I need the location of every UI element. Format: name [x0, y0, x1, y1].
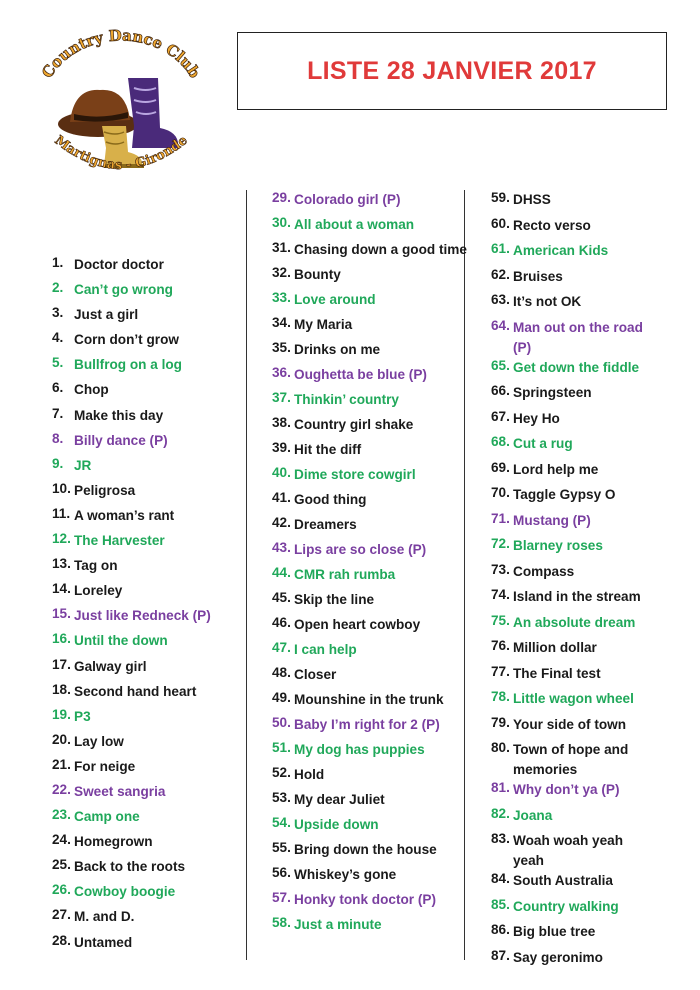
item-number: 4. — [52, 330, 64, 346]
item-title: Camp one — [74, 809, 140, 825]
item-number: 27. — [52, 907, 71, 923]
item-number: 23. — [52, 807, 71, 823]
item-number: 86. — [491, 922, 510, 937]
item-title: Taggle Gypsy O — [513, 487, 616, 502]
item-number: 74. — [491, 587, 510, 602]
list-item — [52, 907, 211, 932]
item-number: 19. — [52, 706, 71, 722]
item-number: 69. — [491, 459, 510, 475]
item-number: 41. — [272, 490, 291, 505]
list-item — [272, 915, 467, 940]
item-title: Galway girl — [74, 658, 147, 674]
item-number: 46. — [272, 615, 291, 630]
item-title: Doctor doctor — [74, 257, 164, 272]
item-number: 87. — [491, 947, 510, 963]
item-number: 82. — [491, 805, 510, 821]
list-item — [491, 562, 643, 588]
item-number: 5. — [52, 355, 64, 371]
item-number: 66. — [491, 383, 510, 398]
list-item — [491, 358, 643, 384]
list-item — [52, 556, 211, 581]
item-title: Until the down — [74, 633, 168, 649]
item-number: 6. — [52, 380, 64, 396]
item-title: South Australia — [513, 873, 613, 888]
item-title: Island in the stream — [513, 589, 641, 604]
item-number: 38. — [272, 415, 291, 430]
list-item — [272, 590, 467, 615]
item-title: Back to the roots — [74, 859, 186, 875]
list-item — [52, 757, 211, 782]
item-title: Upside down — [294, 817, 379, 832]
item-number: 50. — [272, 715, 291, 730]
item-title: Man out on the road (P) — [513, 319, 643, 355]
list-item — [272, 240, 467, 265]
item-number: 64. — [491, 317, 510, 333]
item-title: Billy dance (P) — [74, 432, 168, 448]
item-number: 28. — [52, 932, 71, 948]
list-item — [491, 383, 643, 409]
list-item — [491, 587, 643, 613]
item-number: 54. — [272, 815, 291, 830]
item-title: Mounshine in the trunk — [294, 692, 444, 707]
item-title: Little wagon wheel — [513, 691, 634, 706]
item-number: 29. — [272, 190, 291, 205]
item-number: 35. — [272, 340, 291, 355]
item-number: 73. — [491, 561, 510, 577]
list-item — [52, 631, 211, 656]
item-title: It’s not OK — [513, 294, 582, 309]
list-item — [272, 265, 467, 290]
item-number: 8. — [52, 430, 64, 446]
item-number: 47. — [272, 640, 291, 655]
dance-list-column-1 — [52, 255, 211, 958]
list-item — [52, 330, 211, 355]
list-item — [272, 665, 467, 690]
list-item — [491, 689, 643, 715]
item-number: 22. — [52, 781, 71, 797]
item-number: 63. — [491, 292, 510, 307]
item-title: Can’t go wrong — [74, 282, 173, 298]
item-title: Peligrosa — [74, 482, 136, 498]
list-item — [52, 380, 211, 405]
item-number: 51. — [272, 740, 291, 755]
list-item — [491, 318, 643, 358]
item-number: 84. — [491, 871, 510, 886]
list-item — [52, 682, 211, 707]
item-number: 65. — [491, 357, 510, 373]
item-number: 11. — [52, 505, 71, 521]
item-title: Big blue tree — [513, 924, 596, 939]
item-number: 18. — [52, 681, 71, 697]
item-title: Open heart cowboy — [294, 617, 421, 632]
item-title: My Maria — [294, 317, 353, 332]
list-item — [52, 857, 211, 882]
item-title: Bounty — [294, 267, 341, 282]
page-title: LISTE 28 JANVIER 2017 — [307, 56, 597, 85]
item-title: Springsteen — [513, 385, 592, 400]
item-title: Mustang (P) — [513, 512, 591, 528]
list-item — [491, 267, 643, 293]
list-item — [491, 780, 643, 806]
list-item — [52, 255, 211, 280]
list-item — [491, 948, 643, 974]
item-title: Skip the line — [294, 592, 375, 607]
item-number: 30. — [272, 215, 291, 230]
list-item — [52, 481, 211, 506]
item-number: 53. — [272, 790, 291, 805]
item-number: 13. — [52, 556, 71, 572]
item-title: DHSS — [513, 192, 551, 207]
item-title: Make this day — [74, 407, 164, 423]
list-item — [491, 831, 643, 871]
item-title: M. and D. — [74, 909, 135, 925]
item-number: 2. — [52, 280, 64, 296]
item-title: Lord help me — [513, 461, 599, 477]
item-number: 1. — [52, 255, 64, 270]
list-item — [52, 506, 211, 531]
list-item — [272, 765, 467, 790]
list-item — [52, 280, 211, 305]
item-number: 70. — [491, 485, 510, 500]
list-item — [272, 515, 467, 540]
item-title: Loreley — [74, 583, 123, 599]
list-item — [491, 460, 643, 486]
list-item — [272, 715, 467, 740]
item-title: Joana — [513, 807, 553, 823]
item-number: 42. — [272, 515, 291, 530]
list-item — [52, 606, 211, 631]
item-number: 10. — [52, 480, 71, 496]
item-number: 80. — [491, 740, 510, 755]
list-item — [272, 440, 467, 465]
dance-list-column-2 — [272, 190, 467, 940]
item-number: 7. — [52, 405, 64, 421]
item-title: Your side of town — [513, 716, 627, 732]
item-number: 33. — [272, 290, 291, 305]
item-number: 85. — [491, 896, 510, 912]
item-number: 79. — [491, 714, 510, 730]
item-title: Hit the diff — [294, 442, 362, 457]
item-title: Blarney roses — [513, 538, 603, 553]
list-item — [491, 241, 643, 267]
item-title: Million dollar — [513, 640, 597, 655]
item-number: 14. — [52, 581, 71, 597]
item-number: 21. — [52, 756, 71, 772]
list-item — [491, 897, 643, 923]
item-number: 15. — [52, 606, 71, 622]
item-number: 17. — [52, 656, 71, 672]
item-title: Whiskey’s gone — [294, 867, 397, 882]
item-title: Just a girl — [74, 307, 139, 323]
list-item — [272, 565, 467, 590]
item-title: Hey Ho — [513, 410, 560, 426]
list-item — [491, 715, 643, 741]
title-box — [237, 32, 667, 110]
item-title: Drinks on me — [294, 342, 381, 357]
item-title: Bring down the house — [294, 842, 437, 857]
item-number: 67. — [491, 408, 510, 424]
item-title: Lay low — [74, 733, 124, 749]
item-title: My dog has puppies — [294, 742, 425, 757]
list-item — [491, 613, 643, 639]
dance-list-column-3 — [491, 190, 643, 973]
item-title: Country walking — [513, 898, 619, 914]
item-title: All about a woman — [294, 217, 415, 232]
item-number: 68. — [491, 434, 510, 449]
list-item — [272, 315, 467, 340]
item-number: 40. — [272, 465, 291, 480]
item-number: 44. — [272, 565, 291, 580]
item-title: Tag on — [74, 558, 118, 574]
list-item — [491, 485, 643, 511]
item-number: 31. — [272, 240, 291, 255]
list-item — [52, 581, 211, 606]
list-item — [272, 215, 467, 240]
item-title: Say geronimo — [513, 949, 603, 965]
list-item — [491, 409, 643, 435]
item-title: Homegrown — [74, 834, 153, 850]
item-title: Corn don’t grow — [74, 332, 179, 348]
list-item — [272, 890, 467, 915]
list-item — [52, 782, 211, 807]
list-item — [491, 922, 643, 948]
item-number: 24. — [52, 832, 71, 848]
logo-text-top: Country Dance Club — [38, 28, 204, 82]
list-item — [272, 490, 467, 515]
item-title: An absolute dream — [513, 614, 636, 630]
item-title: Sweet sangria — [74, 783, 166, 799]
logo-graphic — [30, 28, 212, 188]
list-item — [52, 657, 211, 682]
item-number: 20. — [52, 731, 71, 747]
item-number: 9. — [52, 455, 64, 471]
item-title: Bruises — [513, 268, 563, 284]
item-title: Chop — [74, 382, 109, 398]
item-title: I can help — [294, 642, 357, 657]
item-number: 26. — [52, 882, 71, 898]
item-number: 55. — [272, 840, 291, 855]
item-number: 57. — [272, 890, 291, 905]
item-title: Town of hope and memories — [513, 742, 629, 777]
item-title: A woman’s rant — [74, 507, 175, 523]
item-number: 61. — [491, 241, 510, 256]
list-item — [52, 531, 211, 556]
item-number: 45. — [272, 590, 291, 605]
list-item — [272, 815, 467, 840]
item-number: 3. — [52, 305, 64, 321]
item-title: American Kids — [513, 243, 609, 258]
item-title: The Harvester — [74, 533, 165, 549]
item-number: 37. — [272, 390, 291, 405]
list-item — [491, 806, 643, 832]
list-item — [52, 832, 211, 857]
list-item — [491, 536, 643, 562]
logo-text-bottom: Martignas - Gironde — [51, 133, 191, 174]
list-item — [491, 292, 643, 318]
list-item — [272, 465, 467, 490]
list-item — [272, 790, 467, 815]
item-number: 60. — [491, 215, 510, 231]
list-item — [272, 540, 467, 565]
item-number: 76. — [491, 638, 510, 653]
item-number: 48. — [272, 665, 291, 680]
item-number: 56. — [272, 865, 291, 880]
item-title: For neige — [74, 758, 136, 774]
list-item — [272, 615, 467, 640]
item-title: Lips are so close (P) — [294, 542, 427, 557]
list-item — [491, 216, 643, 242]
item-number: 83. — [491, 831, 510, 846]
list-item — [491, 664, 643, 690]
item-title: Just like Redneck (P) — [74, 608, 211, 624]
item-title: Second hand heart — [74, 683, 197, 699]
item-number: 52. — [272, 765, 291, 780]
list-item — [272, 865, 467, 890]
item-number: 81. — [491, 780, 510, 795]
list-item — [272, 840, 467, 865]
list-item — [272, 740, 467, 765]
list-item — [52, 807, 211, 832]
item-number: 32. — [272, 265, 291, 280]
list-item — [491, 511, 643, 537]
item-title: Hold — [294, 767, 325, 782]
item-number: 62. — [491, 266, 510, 282]
item-title: Good thing — [294, 492, 367, 507]
item-number: 72. — [491, 536, 510, 551]
item-title: Bullfrog on a log — [74, 357, 182, 373]
item-title: Get down the fiddle — [513, 359, 640, 375]
list-item — [272, 690, 467, 715]
item-title: Cowboy boogie — [74, 884, 176, 900]
item-title: JR — [74, 457, 92, 473]
item-number: 36. — [272, 365, 291, 380]
item-title: Chasing down a good time — [294, 242, 467, 257]
list-item — [52, 456, 211, 481]
item-number: 59. — [491, 190, 510, 205]
item-title: Recto verso — [513, 217, 591, 233]
item-title: CMR rah rumba — [294, 567, 396, 582]
list-item — [491, 871, 643, 897]
item-title: Baby I’m right for 2 (P) — [294, 717, 440, 732]
list-item — [272, 340, 467, 365]
item-title: Oughetta be blue (P) — [294, 367, 427, 382]
item-title: The Final test — [513, 665, 601, 681]
item-number: 25. — [52, 857, 71, 873]
list-item — [491, 638, 643, 664]
list-item — [272, 190, 467, 215]
list-item — [272, 390, 467, 415]
item-number: 78. — [491, 689, 510, 704]
item-number: 43. — [272, 540, 291, 555]
list-item — [491, 740, 643, 780]
item-title: Honky tonk doctor (P) — [294, 892, 436, 907]
list-item — [52, 732, 211, 757]
list-item — [52, 707, 211, 732]
item-title: Dime store cowgirl — [294, 467, 416, 482]
list-item — [272, 290, 467, 315]
list-item — [52, 882, 211, 907]
item-number: 77. — [491, 663, 510, 679]
list-item — [52, 355, 211, 380]
list-item — [491, 434, 643, 460]
item-number: 71. — [491, 510, 510, 526]
item-number: 12. — [52, 531, 71, 547]
item-title: Country girl shake — [294, 417, 414, 432]
list-item — [272, 640, 467, 665]
club-logo — [30, 28, 212, 188]
list-item — [52, 933, 211, 958]
list-item — [491, 190, 643, 216]
item-title: Love around — [294, 292, 376, 307]
item-title: Cut a rug — [513, 436, 573, 451]
item-title: Closer — [294, 667, 337, 682]
item-title: Just a minute — [294, 917, 382, 932]
item-number: 16. — [52, 631, 71, 647]
list-item — [52, 431, 211, 456]
column-divider — [246, 190, 247, 960]
item-title: P3 — [74, 708, 91, 724]
list-item — [52, 305, 211, 330]
item-number: 58. — [272, 915, 291, 930]
item-number: 49. — [272, 690, 291, 705]
item-title: Dreamers — [294, 517, 357, 532]
list-item — [272, 415, 467, 440]
item-title: My dear Juliet — [294, 792, 385, 807]
item-title: Colorado girl (P) — [294, 192, 401, 207]
item-title: Compass — [513, 563, 575, 579]
item-title: Untamed — [74, 934, 133, 950]
item-number: 75. — [491, 612, 510, 628]
item-title: Thinkin’ country — [294, 392, 399, 407]
item-title: Why don’t ya (P) — [513, 782, 620, 797]
item-number: 34. — [272, 315, 291, 330]
list-item — [52, 406, 211, 431]
item-title: Woah woah yeah yeah — [513, 833, 624, 868]
item-number: 39. — [272, 440, 291, 455]
list-item — [272, 365, 467, 390]
